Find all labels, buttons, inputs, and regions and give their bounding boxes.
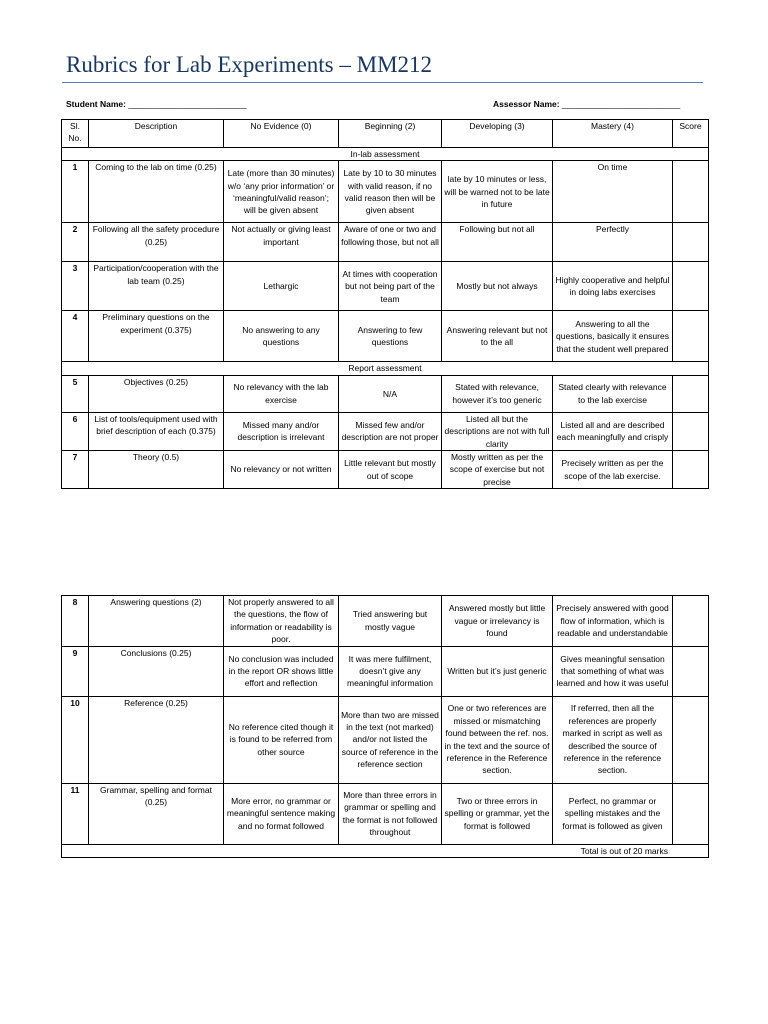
total-marks: Total is out of 20 marks (62, 844, 709, 857)
row-beginning: More than three errors in grammar or spelling and the format is not followed throughout (339, 783, 442, 844)
row-number: 3 (62, 262, 89, 311)
row-mastery: Highly cooperative and helpful in doing labs exercises (553, 262, 673, 311)
row-description: Answering questions (2) (89, 596, 224, 647)
row-developing: late by 10 minutes or less, will be warned not to be late in future (442, 161, 553, 223)
student-name-blank: _________________________ (128, 99, 247, 109)
row-score (673, 161, 709, 223)
table-row (62, 596, 709, 647)
header-no-evidence: No Evidence (0) (224, 120, 339, 148)
row-score (673, 646, 709, 696)
row-number: 8 (62, 596, 89, 647)
row-developing: Listed all but the descriptions are not with full clarity (442, 412, 553, 450)
section-report: Report assessment (62, 362, 709, 375)
row-number: 1 (62, 161, 89, 223)
row-developing: Following but not all (442, 223, 553, 262)
row-developing: Written but it’s just generic (442, 646, 553, 696)
table-row (62, 375, 709, 412)
row-number: 7 (62, 451, 89, 489)
row-number: 6 (62, 412, 89, 450)
row-beginning: Missed few and/or description are not proper (339, 412, 442, 450)
row-mastery: Listed all and are described each meaningfully and crisply (553, 412, 673, 450)
row-description: Participation/cooperation with the lab team (0.25) (89, 262, 224, 311)
header-sno: Sl. No. (62, 120, 89, 148)
header-mastery: Mastery (4) (553, 120, 673, 148)
row-no-evidence: No relevancy with the lab exercise (224, 375, 339, 412)
row-number: 5 (62, 375, 89, 412)
header-score: Score (673, 120, 709, 148)
table-row (62, 696, 709, 783)
table-row (62, 311, 709, 362)
row-description: Coming to the lab on time (0.25) (89, 161, 224, 223)
row-score (673, 451, 709, 489)
row-score (673, 311, 709, 362)
assessor-name-blank: _________________________ (562, 99, 681, 109)
table-row (62, 451, 709, 489)
row-no-evidence: No answering to any questions (224, 311, 339, 362)
row-no-evidence: No reference cited though it is found to be referred from other source (224, 696, 339, 783)
table-row (62, 646, 709, 696)
table-row (62, 412, 709, 450)
row-score (673, 596, 709, 647)
row-beginning: At times with cooperation but not being part of the team (339, 262, 442, 311)
header-description: Description (89, 120, 224, 148)
row-beginning: It was mere fulfilment, doesn’t give any meaningful information (339, 646, 442, 696)
row-developing: Answered mostly but little vague or irrelevancy is found (442, 596, 553, 647)
row-score (673, 262, 709, 311)
row-mastery: On time (553, 161, 673, 223)
row-mastery: Answering to all the questions, basically it ensures that the student well prepared (553, 311, 673, 362)
section-row (62, 148, 709, 161)
row-no-evidence: No relevancy or not written (224, 451, 339, 489)
row-developing: Stated with relevance, however it’s too generic (442, 375, 553, 412)
row-no-evidence: Lethargic (224, 262, 339, 311)
row-developing: Two or three errors in spelling or grammar, yet the format is followed (442, 783, 553, 844)
row-description: Objectives (0.25) (89, 375, 224, 412)
student-name-line (66, 99, 247, 109)
row-score (673, 783, 709, 844)
row-score (673, 375, 709, 412)
row-mastery: Gives meaningful sensation that something of what was learned and how it was useful (553, 646, 673, 696)
row-developing: Mostly but not always (442, 262, 553, 311)
rubric-table-page-1 (61, 119, 709, 489)
row-number: 4 (62, 311, 89, 362)
row-description: List of tools/equipment used with brief description of each (0.375) (89, 412, 224, 450)
row-number: 9 (62, 646, 89, 696)
row-number: 11 (62, 783, 89, 844)
assessor-name-label: Assessor Name: (493, 99, 560, 109)
row-mastery: Precisely answered with good flow of information, which is readable and understandable (553, 596, 673, 647)
total-row (62, 844, 709, 857)
row-score (673, 696, 709, 783)
row-no-evidence: Late (more than 30 minutes) w/o ‘any prior information’ or ‘meaningful/valid reason’; will be given absent (224, 161, 339, 223)
header-developing: Developing (3) (442, 120, 553, 148)
row-score (673, 223, 709, 262)
section-row (62, 362, 709, 375)
row-beginning: Answering to few questions (339, 311, 442, 362)
row-beginning: N/A (339, 375, 442, 412)
row-description: Conclusions (0.25) (89, 646, 224, 696)
row-beginning: Little relevant but mostly out of scope (339, 451, 442, 489)
row-description: Theory (0.5) (89, 451, 224, 489)
table-row (62, 262, 709, 311)
row-mastery: If referred, then all the references are properly marked in script as well as described the source of reference in the reference section. (553, 696, 673, 783)
row-no-evidence: No conclusion was included in the report OR shows little effort and reflection (224, 646, 339, 696)
section-inlab: In-lab assessment (62, 148, 709, 161)
row-mastery: Perfectly (553, 223, 673, 262)
row-beginning: Tried answering but mostly vague (339, 596, 442, 647)
header-beginning: Beginning (2) (339, 120, 442, 148)
table-row (62, 223, 709, 262)
table-row (62, 161, 709, 223)
row-score (673, 412, 709, 450)
row-description: Preliminary questions on the experiment (0.375) (89, 311, 224, 362)
rubric-table-page-2 (61, 595, 709, 858)
row-no-evidence: More error, no grammar or meaningful sentence making and no format followed (224, 783, 339, 844)
row-developing: Answering relevant but not to the all (442, 311, 553, 362)
row-developing: Mostly written as per the scope of exercise but not precise (442, 451, 553, 489)
row-mastery: Perfect, no grammar or spelling mistakes and the format is followed as given (553, 783, 673, 844)
student-name-label: Student Name: (66, 99, 126, 109)
row-beginning: Late by 10 to 30 minutes with valid reason, if no valid reason then will be given absent (339, 161, 442, 223)
row-beginning: Aware of one or two and following those, but not all (339, 223, 442, 262)
assessor-name-line (493, 99, 680, 109)
row-number: 2 (62, 223, 89, 262)
row-no-evidence: Not properly answered to all the questions, the flow of information or readability is poor. (224, 596, 339, 647)
row-mastery: Stated clearly with relevance to the lab exercise (553, 375, 673, 412)
document-title: Rubrics for Lab Experiments – MM212 (66, 52, 433, 77)
table-row (62, 783, 709, 844)
row-no-evidence: Missed many and/or description is irrelevant (224, 412, 339, 450)
header-row (62, 120, 709, 148)
row-beginning: More than two are missed in the text (not marked) and/or not listed the source of reference in the reference section (339, 696, 442, 783)
row-description: Following all the safety procedure (0.25) (89, 223, 224, 262)
row-mastery: Precisely written as per the scope of the lab exercise. (553, 451, 673, 489)
row-developing: One or two references are missed or mismatching found between the ref. nos. in the text and the source of reference in the Reference section. (442, 696, 553, 783)
row-number: 10 (62, 696, 89, 783)
title-divider (62, 82, 703, 83)
row-description: Reference (0.25) (89, 696, 224, 783)
row-description: Grammar, spelling and format (0.25) (89, 783, 224, 844)
row-no-evidence: Not actually or giving least important (224, 223, 339, 262)
